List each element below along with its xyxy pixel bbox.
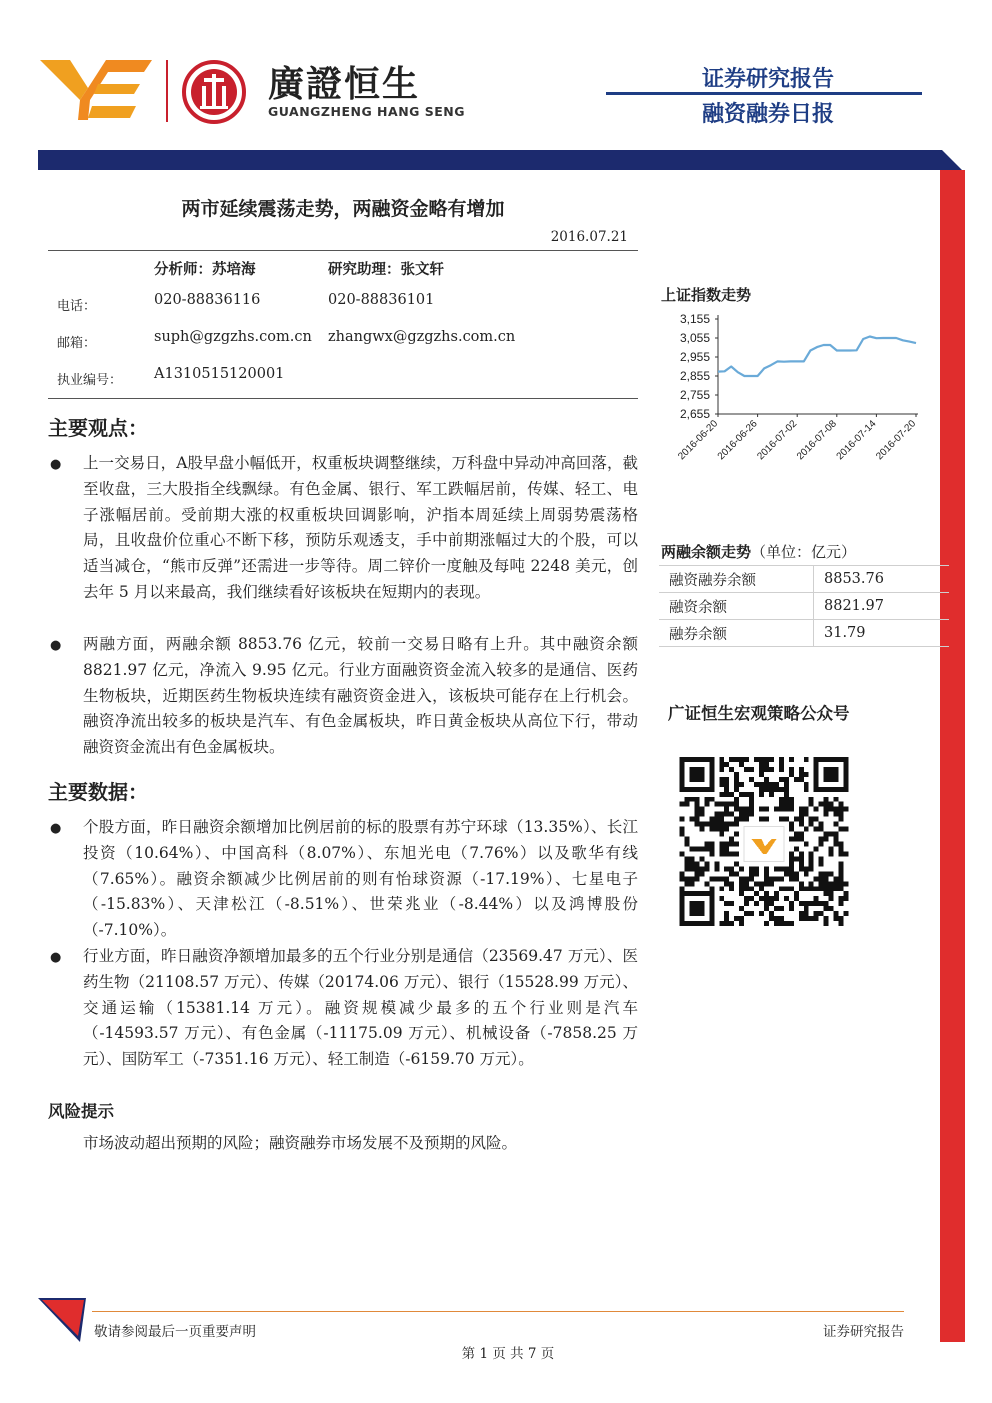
table-cell-value: 8853.76 [814,566,950,593]
title-rule [48,250,638,251]
analyst-phone: 020-88836116 [154,292,261,308]
series-line [718,337,916,377]
report-date: 2016.07.21 [550,229,628,245]
y-tick-label: 2,755 [679,388,710,402]
analyst-name: 分析师：苏培海 [154,261,256,278]
qr-title: 广证恒生宏观策略公众号 [668,704,850,723]
side-red-bar [940,170,965,1342]
qr-code-icon[interactable] [679,757,849,931]
email-label: 邮箱： [57,336,97,351]
x-tick-label: 2016-07-14 [834,418,879,463]
footer-report-label: 证券研究报告 [823,1324,904,1340]
seal-logo-icon [182,60,246,124]
page-number: 第 1 页 共 7 页 [461,1346,555,1362]
table-row [659,593,949,620]
assistant-name: 研究助理：张文轩 [328,261,444,278]
analyst-email[interactable]: suph@gzgzhs.com.cn [154,329,312,345]
license-label: 执业编号： [57,373,123,388]
main-data-p2: 行业方面，昨日融资净额增加最多的五个行业分别是通信（23569.47 万元）、医药生物（21108.57 万元）、传媒（20174.06 万元）、银行（15528.99 万元）、交通运输（15381.14 万元）。融资规模减少最多的五个行业则是汽车（-14593.57 万元）、有色金属（-11175.09 万元）、机械设备（-7858.25 万元）、国防军工（-7351.16 万元）、轻工制造（-6159.70 万元）。 [83,947,638,1069]
ye-logo-icon [40,58,152,122]
table-cell-label: 融资余额 [659,593,814,620]
chart-title: 上证指数走势 [661,286,752,304]
header-banner [38,150,962,170]
risk-text: 市场波动超出预期的风险；融资融券市场发展不及预期的风险。 [83,1134,518,1152]
qr-center-logo [744,827,784,862]
x-tick-label: 2016-07-08 [794,418,839,463]
index-chart [660,306,932,476]
brand-english: GUANGZHENG HANG SENG [268,104,466,119]
phone-label: 电话： [57,299,97,314]
margin-table-title [661,541,856,562]
bullet-icon: ● [50,638,62,653]
bullet-icon: ● [50,950,62,965]
margin-table [659,565,949,647]
brand-name: 廣證恒生 [268,64,421,105]
risk-heading: 风险提示 [48,1102,114,1121]
table-cell-value: 31.79 [814,620,950,647]
x-tick-label: 2016-07-20 [874,418,919,463]
table-cell-value: 8821.97 [814,593,950,620]
x-tick-label: 2016-07-02 [755,418,800,463]
header-rule [606,92,922,95]
qr-finder [679,891,714,926]
qr-finder [814,757,849,792]
y-tick-label: 3,155 [679,312,710,326]
table-cell-label: 融券余额 [659,620,814,647]
footer-corner-icon [38,1298,86,1342]
y-tick-label: 3,055 [679,331,710,345]
assistant-phone: 020-88836101 [328,292,435,308]
x-tick-label: 2016-06-26 [715,418,760,463]
main-views-heading: 主要观点： [48,416,148,440]
analyst-license: A1310515120001 [154,366,285,382]
footer-rule [92,1311,904,1312]
qr-finder [679,757,714,792]
report-subtype: 融资融券日报 [701,102,834,127]
y-tick-label: 2,655 [679,407,710,421]
main-views-p1: 上一交易日，A股早盘小幅低开，权重板块调整继续，万科盘中异动冲高回落，截至收盘，三大股指全线飘绿。有色金属、银行、军工跌幅居前，传媒、轻工、电子涨幅居前。受前期大涨的权重板块回调影响，沪指本周延续上周弱势震荡格局，且收盘价位重心不断下移，预防乐观透支，手中前期涨幅过大的个股，可以适当减仓，“熊市反弹”还需进一步等待。周二锌价一度触及每吨 2248 美元，创去年 5 月以来最高，我们继续看好该板块在短期内的表现。 [83,454,638,601]
main-data-p1: 个股方面，昨日融资余额增加比例居前的标的股票有苏宁环球（13.35%）、长江投资（10.64%）、中国高科（8.07%）、东旭光电（7.76%）以及歌华有线（7.65%）。融资余额减少比例居前的则有怡球资源（-17.19%）、七星电子（-15.83%）、天津松江（-8.51%）、世荣兆业（-8.44%）以及鸿博股份（-7.10%）。 [83,818,638,940]
logo-divider [166,60,168,122]
table-row [659,620,949,647]
margin-title-main: 两融余额走势 [661,543,752,561]
main-views-p2: 两融方面，两融余额 8853.76 亿元，较前一交易日略有上升。其中融资余额 8821.97 亿元，净流入 9.95 亿元。行业方面融资资金流入较多的是通信、医药生物板块，近期医药生物板块连续有融资资金进入，该板块可能存在上行机会。融资净流出较多的板块是汽车、有色金属板块，昨日黄金板块从高位下行，带动融资资金流出有色金属板块。 [83,635,638,757]
y-tick-label: 2,955 [679,350,710,364]
y-tick-label: 2,855 [679,369,710,383]
margin-title-unit: （单位：亿元） [751,543,857,561]
report-title: 两市延续震荡走势，两融资金略有增加 [181,198,505,220]
table-cell-label: 融资融券余额 [659,566,814,593]
table-row [659,566,949,593]
bullet-icon: ● [50,457,62,472]
footer-disclaimer: 敬请参阅最后一页重要声明 [94,1324,256,1340]
report-type: 证券研究报告 [701,67,834,92]
info-rule [48,398,638,399]
main-data-heading: 主要数据： [48,780,148,804]
bullet-icon: ● [50,821,62,836]
x-tick-label: 2016-06-20 [676,418,721,463]
assistant-email[interactable]: zhangwx@gzgzhs.com.cn [328,329,516,345]
